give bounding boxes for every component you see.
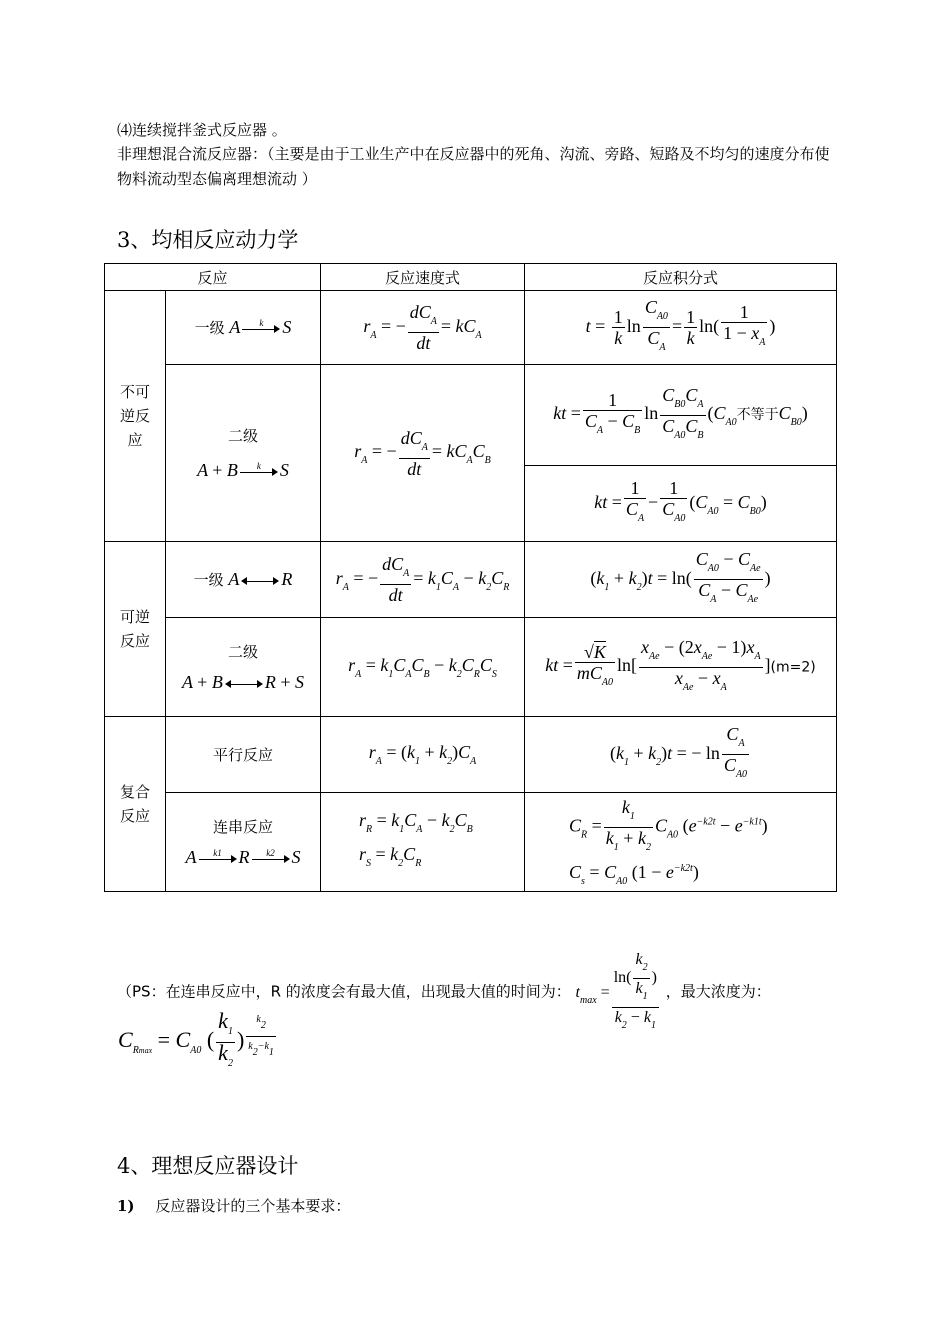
intro-line-2: 非理想混合流反应器：（主要是由于工业生产中在反应器中的死角、沟流、旁路、短路及不均匀的速度分布使物料流动型态偏离理想流动 ）	[117, 145, 830, 188]
table-row	[105, 618, 837, 717]
series-reaction: 连串反应 A k1 R k2 S	[166, 793, 321, 892]
item-1	[117, 1194, 839, 1219]
rev-second-order-integral: kt = $\frac{√K}{mC_{A0}}$ ln[ $\frac{x_{Ae} - (2x_{Ae} - 1)x_A}{x_{Ae} - x_A}$ ](m=2)	[525, 618, 837, 717]
rev-second-order-reaction: 二级 A + B R + S	[166, 618, 321, 717]
parallel-integral: $(k_1 + k_2)t$ = − ln $\frac{C_A}{C_{A0}}$	[525, 717, 837, 793]
intro-line-1: ⑷连续搅拌釜式反应器 。	[117, 121, 287, 139]
second-order-label: 二级	[227, 427, 258, 445]
parallel-reaction: 平行反应	[166, 717, 321, 793]
rev-first-label: 一级	[193, 571, 224, 589]
section-4-title: 4、理想反应器设计	[117, 1154, 299, 1178]
table-row	[105, 291, 837, 365]
c-max-formula: $C_{Rmax} = C_{A0}$ ( $\frac{k_1}{k_2}$ ) $^{\frac{k_2}{k_2-k_1}}$	[118, 1010, 278, 1074]
rev-first-order-rate: $r_A$ = − $\frac{dC_A}{dt}$ = $k_1C_A - k_2C_R$	[321, 542, 525, 618]
table-row	[105, 365, 837, 466]
kinetics-table	[104, 263, 837, 892]
series-integral: $C_R$ = $\frac{k_1}{k_1 + k_2}$ $C_{A0}$ $(e^{-k2t} - e^{-k1t})$ $C_s = C_{A0}$ $(1 - e^{-k2t})$	[525, 793, 837, 892]
header-rate: 反应速度式	[321, 264, 525, 291]
rev-first-order-integral: $(k_1 + k_2)t = \ln$( $\frac{C_{A0} - C_{Ae}}{C_A - C_{Ae}}$ )	[525, 542, 837, 618]
second-order-reaction: 二级 A + B k S	[166, 365, 321, 542]
table-header-row	[105, 264, 837, 291]
header-reaction: 反应	[105, 264, 321, 291]
table-row	[105, 793, 837, 892]
first-order-rate: $r_A$ = − $\frac{dC_A}{dt}$ = $kC_A$	[321, 291, 525, 365]
first-order-integral: t = $\frac{1}{k}$ ln $\frac{C_{A0}}{C_A}$ = $\frac{1}{k}$ ln( $\frac{1}{1 - x_A}$ )	[525, 291, 837, 365]
table-row	[105, 542, 837, 618]
second-order-rate: $r_A$ = − $\frac{dC_A}{dt}$ = $kC_AC_B$	[321, 365, 525, 542]
first-order-label: 一级	[194, 319, 225, 337]
first-order-reaction: 一级 A k S	[166, 291, 321, 365]
section-3-title: 3、均相反应动力学	[117, 228, 299, 252]
item-1-number: 1)	[117, 1197, 135, 1215]
t-max-formula: $t_{max}$ = ln( $\frac{k_2}{k_1}$ ) $k_2 - k_1$	[576, 984, 661, 1001]
second-order-integral-2: kt = $\frac{1}{C_A}$ − $\frac{1}{C_{A0}}$ $(C_{A0} = C_{B0})$	[525, 466, 837, 542]
rev-second-order-rate: $r_A = k_1C_AC_B - k_2C_RC_S$	[321, 618, 525, 717]
rev-first-order-reaction: 一级 A R	[166, 542, 321, 618]
parallel-rate: $r_A = (k_1 + k_2)C_A$	[321, 717, 525, 793]
item-1-text: 反应器设计的三个基本要求：	[155, 1197, 351, 1215]
header-integral: 反应积分式	[525, 264, 837, 291]
ps-suffix: ，最大浓度为：	[665, 982, 771, 1001]
table-row	[105, 717, 837, 793]
rev-second-label: 二级	[227, 643, 258, 661]
ps-prefix: （PS：在连串反应中，R 的浓度会有最大值，出现最大值的时间为：	[117, 982, 571, 1001]
series-rate: $r_R = k_1C_A - k_2C_B$ $r_S = k_2C_R$	[321, 793, 525, 892]
group-irreversible: 不可逆反应	[105, 291, 166, 542]
m-equals-2-note: (m=2)	[770, 659, 816, 676]
group-complex: 复合反应	[105, 717, 166, 892]
group-reversible: 可逆反应	[105, 542, 166, 717]
not-equal-note: 不等于	[736, 407, 779, 424]
second-order-integral-1: kt = $\frac{1}{C_A - C_B}$ ln $\frac{C_{B0}C_A}{C_{A0}C_B}$ ($C_{A0}$不等于$C_{B0}$)	[525, 365, 837, 466]
series-label: 连串反应	[212, 818, 273, 836]
